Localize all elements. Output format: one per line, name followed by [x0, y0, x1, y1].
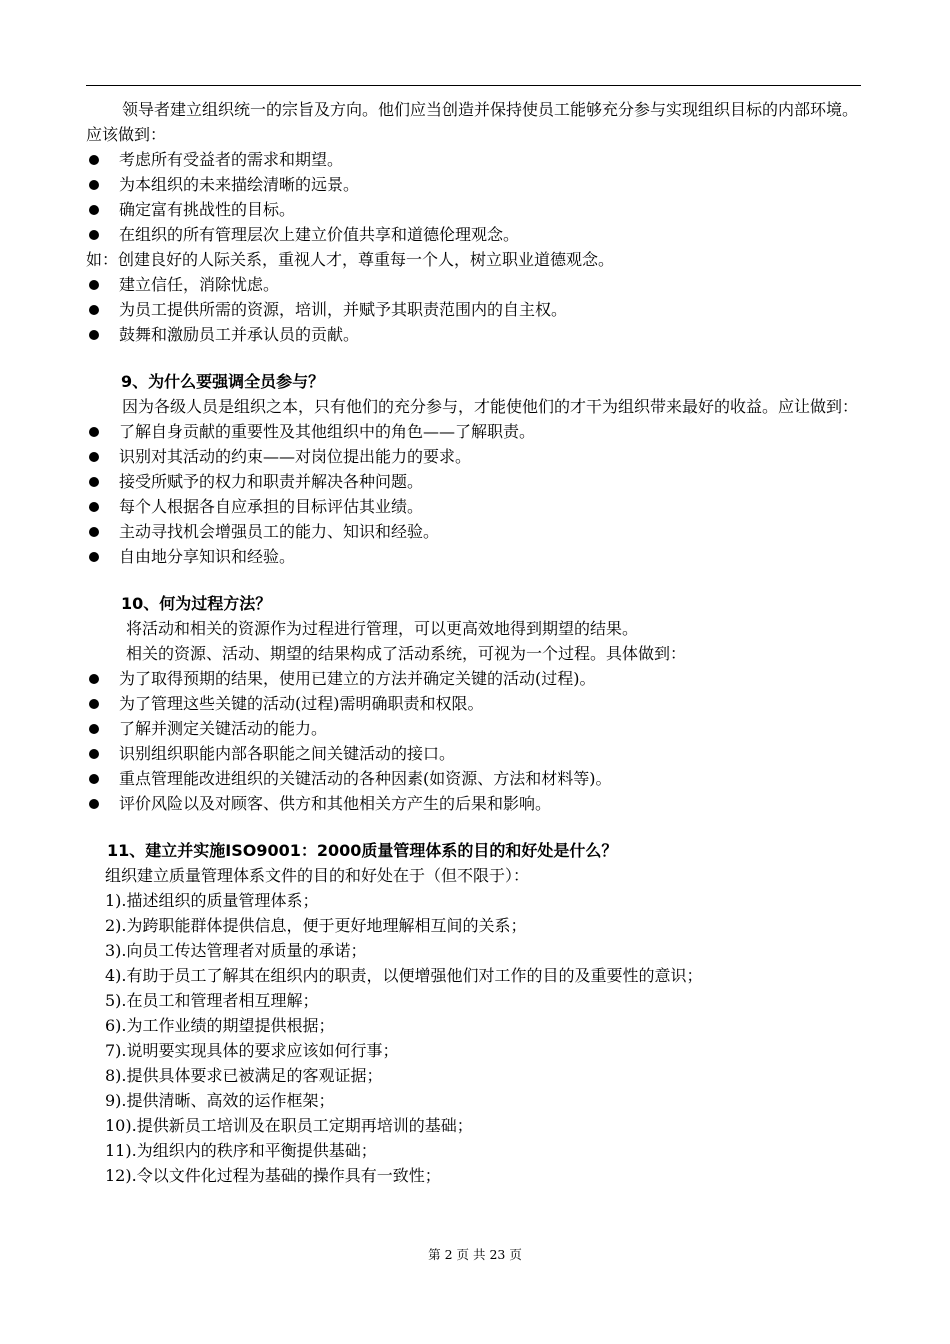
section9-heading: 9、为什么要强调全员参与？: [121, 372, 325, 391]
bullet-dot-icon: [89, 699, 99, 709]
bullet-dot-icon: [89, 427, 99, 437]
list-item: 9).提供清晰、高效的运作框架；: [105, 1091, 335, 1110]
section11-intro: 组织建立质量管理体系文件的目的和好处在于（但不限于）：: [105, 866, 530, 885]
bullet-dot-icon: [89, 180, 99, 190]
list-item: 自由地分享知识和经验。: [86, 544, 866, 569]
bullet-dot-icon: [89, 230, 99, 240]
bullet-dot-icon: [89, 674, 99, 684]
section9-intro: 因为各级人员是组织之本，只有他们的充分参与，才能使他们的才干为组织带来最好的收益。应让做到：: [122, 397, 859, 416]
bullet-dot-icon: [89, 502, 99, 512]
header-rule: [86, 85, 861, 86]
list-item: 11).为组织内的秩序和平衡提供基础；: [105, 1141, 377, 1160]
list-item: 识别对其活动的约束——对岗位提出能力的要求。: [86, 444, 866, 469]
bullet-dot-icon: [89, 205, 99, 215]
bullet-dot-icon: [89, 552, 99, 562]
section9-bullets: [86, 419, 866, 569]
section10-para1: 将活动和相关的资源作为过程进行管理，可以更高效地得到期望的结果。: [126, 619, 639, 638]
section10-heading: 10、何为过程方法？: [121, 594, 272, 613]
bullet-dot-icon: [89, 774, 99, 784]
list-item: 10).提供新员工培训及在职员工定期再培训的基础；: [105, 1116, 473, 1135]
list-item: 3).向员工传达管理者对质量的承诺；: [105, 941, 367, 960]
list-item: 2).为跨职能群体提供信息，便于更好地理解相互间的关系；: [105, 916, 527, 935]
page-content: [86, 97, 866, 1188]
list-item: 6).为工作业绩的期望提供根据；: [105, 1016, 335, 1035]
section10-bullets: [86, 666, 866, 816]
leadership-bullets-b: [86, 272, 866, 347]
bullet-dot-icon: [89, 280, 99, 290]
list-item: 为本组织的未来描绘清晰的远景。: [86, 172, 866, 197]
section11-heading: 11、建立并实施ISO9001：2000质量管理体系的目的和好处是什么？: [107, 841, 618, 860]
list-item: 7).说明要实现具体的要求应该如何行事；: [105, 1041, 399, 1060]
list-item: 接受所赋予的权力和职责并解决各种问题。: [86, 469, 866, 494]
list-item: 评价风险以及对顾客、供方和其他相关方产生的后果和影响。: [86, 791, 866, 816]
list-item: 在组织的所有管理层次上建立价值共享和道德伦理观念。: [86, 222, 866, 247]
leadership-bullets-a: [86, 147, 866, 247]
list-item: 了解并测定关键活动的能力。: [86, 716, 866, 741]
bullet-dot-icon: [89, 305, 99, 315]
list-item: 建立信任，消除忧虑。: [86, 272, 866, 297]
list-item: 为了管理这些关键的活动(过程)需明确职责和权限。: [86, 691, 866, 716]
list-item: 4).有助于员工了解其在组织内的职责，以便增强他们对工作的目的及重要性的意识；: [105, 966, 703, 985]
bullet-dot-icon: [89, 527, 99, 537]
list-item: 5).在员工和管理者相互理解；: [105, 991, 319, 1010]
leadership-example: 如：创建良好的人际关系，重视人才，尊重每一个人，树立职业道德观念。: [86, 250, 615, 269]
bullet-dot-icon: [89, 477, 99, 487]
list-item: 12).令以文件化过程为基础的操作具有一致性；: [105, 1166, 441, 1185]
list-item: 每个人根据各自应承担的目标评估其业绩。: [86, 494, 866, 519]
list-item: 主动寻找机会增强员工的能力、知识和经验。: [86, 519, 866, 544]
list-item: 识别组织职能内部各职能之间关键活动的接口。: [86, 741, 866, 766]
bullet-dot-icon: [89, 452, 99, 462]
page-footer: 第 2 页 共 23 页: [428, 1247, 522, 1262]
bullet-dot-icon: [89, 155, 99, 165]
leadership-intro: 领导者建立组织统一的宗旨及方向。他们应当创造并保持使员工能够充分参与实现组织目标的内部环境。应该做到：: [86, 100, 859, 144]
bullet-dot-icon: [89, 330, 99, 340]
bullet-dot-icon: [89, 749, 99, 759]
list-item: 8).提供具体要求已被满足的客观证据；: [105, 1066, 383, 1085]
list-item: 考虑所有受益者的需求和期望。: [86, 147, 866, 172]
section10-para2: 相关的资源、活动、期望的结果构成了活动系统，可视为一个过程。具体做到：: [126, 644, 687, 663]
list-item: 为了取得预期的结果，使用已建立的方法并确定关键的活动(过程)。: [86, 666, 866, 691]
list-item: 重点管理能改进组织的关键活动的各种因素(如资源、方法和材料等)。: [86, 766, 866, 791]
list-item: 为员工提供所需的资源，培训，并赋予其职责范围内的自主权。: [86, 297, 866, 322]
list-item: 了解自身贡献的重要性及其他组织中的角色——了解职责。: [86, 419, 866, 444]
list-item: 确定富有挑战性的目标。: [86, 197, 866, 222]
list-item: 1).描述组织的质量管理体系；: [105, 891, 319, 910]
bullet-dot-icon: [89, 724, 99, 734]
list-item: 鼓舞和激励员工并承认员的贡献。: [86, 322, 866, 347]
bullet-dot-icon: [89, 799, 99, 809]
